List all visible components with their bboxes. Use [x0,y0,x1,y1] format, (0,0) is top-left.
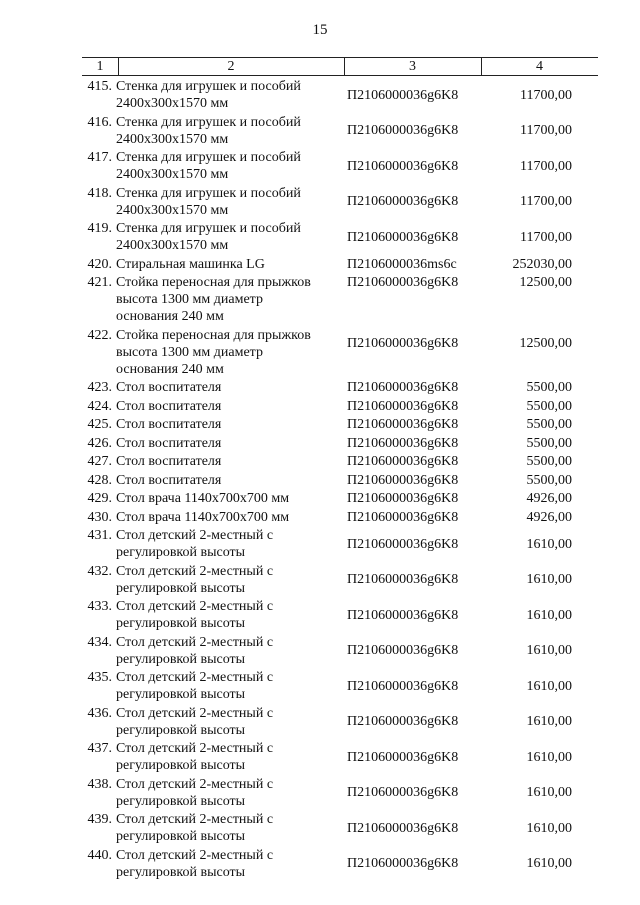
table-row [0,274,640,327]
item-code: П2106000036g6K8 [347,336,459,351]
item-name [116,435,342,452]
row-number: 418. [87,185,112,201]
item-name-line: Стол детский 2-местный с [116,705,274,721]
item-price: 11700,00 [520,194,572,209]
item-name [116,379,342,396]
item-code: П2106000036g6K8 [347,398,459,414]
item-name-line: регулировкой высоты [116,829,246,844]
table-row [0,398,640,417]
item-name-line: основания 240 мм [116,361,224,377]
item-code: П2106000036g6K8 [347,158,459,174]
item-code: П2106000036g6K8 [347,509,459,525]
item-name [116,490,342,507]
row-number: 423. [87,380,112,395]
item-name-line: Стол воспитателя [116,472,222,488]
table-header [82,57,598,76]
item-name [116,256,342,273]
item-name-line: регулировкой высоты [116,651,246,667]
item-name-line: Стол детский 2-местный с [116,776,274,792]
item-name [116,509,342,526]
item-name-line: Стол воспитателя [116,417,222,432]
row-number: 424. [87,398,112,414]
item-price: 5500,00 [526,472,572,488]
item-price: 12500,00 [519,336,572,351]
item-name-line: Стенка для игрушек и пособий [116,150,301,165]
item-price: 4926,00 [526,491,572,506]
item-price: 252030,00 [512,256,572,272]
item-name [116,327,342,378]
item-name-line: регулировкой высоты [116,793,246,809]
item-name-line: регулировкой высоты [116,758,246,773]
item-price: 5500,00 [526,380,572,395]
row-number: 439. [87,812,112,827]
table-row [0,379,640,398]
item-name-line: Стол детский 2-местный с [116,528,274,543]
item-code: П2106000036g6K8 [347,491,459,506]
item-price: 1610,00 [526,607,572,623]
item-name-line: Стенка для игрушек и пособий [116,114,301,130]
item-code: П2106000036g6K8 [347,572,459,587]
row-number: 440. [87,847,112,863]
item-name-line: 2400x300x1570 мм [116,167,229,182]
item-price: 5500,00 [526,398,572,414]
row-number: 426. [87,435,112,451]
item-name-line: Стол врача 1140x700x700 мм [116,491,290,506]
row-number: 421. [87,275,112,290]
item-name-line: регулировкой высоты [116,687,246,702]
item-name-line: высота 1300 мм диаметр [116,344,263,360]
table-row [0,185,640,221]
item-code: П2106000036g6K8 [347,820,459,836]
row-number: 425. [87,417,112,432]
item-code: П2106000036g6K8 [347,785,459,800]
row-number: 436. [87,705,112,721]
item-name-line: 2400x300x1570 мм [116,238,229,253]
item-price: 1610,00 [526,785,572,800]
item-price: 1610,00 [526,678,572,694]
item-price: 11700,00 [520,158,572,174]
item-price: 11700,00 [520,87,572,103]
table-row [0,740,640,776]
page-number: 15 [312,22,328,38]
item-code: П2106000036g6K8 [347,123,459,138]
item-name [116,740,342,774]
item-code: П2106000036g6K8 [347,229,459,245]
item-name-line: Стол детский 2-местный с [116,670,274,685]
item-name-line: Стойка переносная для прыжков [116,327,311,343]
table-row [0,490,640,509]
item-name-line: регулировкой высоты [116,545,246,560]
item-name-line: высота 1300 мм диаметр [116,292,263,307]
item-name-line: регулировкой высоты [116,722,246,738]
row-number: 434. [87,634,112,650]
item-name-line: Стол воспитателя [116,435,222,451]
item-code: П2106000036ms6c [347,256,457,272]
item-name-line: Стиральная машинка LG [116,256,265,272]
item-name [116,705,342,739]
item-name-line: Стенка для игрушек и пособий [116,221,301,236]
item-name-line: Стол детский 2-местный с [116,599,274,614]
table-row [0,598,640,634]
table-row [0,634,640,670]
item-code: П2106000036g6K8 [347,472,459,488]
item-name [116,149,342,183]
item-price: 4926,00 [526,509,572,525]
item-price: 11700,00 [520,229,572,245]
row-number: 438. [87,776,112,792]
table-row [0,256,640,275]
table-row [0,149,640,185]
row-number: 432. [87,563,112,579]
item-code: П2106000036g6K8 [347,417,459,432]
item-code: П2106000036g6K8 [347,678,459,694]
item-name-line: Стол детский 2-местный с [116,847,274,863]
item-price: 1610,00 [526,856,572,871]
item-code: П2106000036g6K8 [347,749,459,765]
item-name [116,274,342,325]
item-name [116,563,342,597]
item-code: П2106000036g6K8 [347,454,459,469]
table-row [0,811,640,847]
row-number: 417. [87,150,112,165]
item-name [116,453,342,470]
item-name [116,472,342,489]
row-number: 416. [87,114,112,130]
item-name-line: Стойка переносная для прыжков [116,275,311,290]
item-name-line: 2400x300x1570 мм [116,131,229,147]
item-name-line: Стол детский 2-местный с [116,812,274,827]
row-number: 429. [87,491,112,506]
column-header-1: 1 [96,59,104,74]
item-name [116,634,342,668]
item-code: П2106000036g6K8 [347,607,459,623]
item-price: 1610,00 [526,714,572,729]
item-name [116,811,342,845]
item-name [116,398,342,415]
table-row [0,847,640,883]
row-number: 433. [87,599,112,614]
item-code: П2106000036g6K8 [347,435,459,451]
item-name [116,185,342,219]
table-row [0,114,640,150]
item-code: П2106000036g6K8 [347,714,459,729]
table-row [0,416,640,435]
item-name-line: Стол детский 2-местный с [116,563,274,579]
item-price: 1610,00 [526,820,572,836]
table-row [0,220,640,256]
item-name [116,527,342,561]
table-row [0,453,640,472]
column-header-4: 4 [536,59,543,74]
item-name-line: Стол воспитателя [116,454,222,469]
table-row [0,527,640,563]
row-number: 437. [87,741,112,756]
row-number: 431. [87,528,112,543]
item-code: П2106000036g6K8 [347,856,459,871]
row-number: 435. [87,670,112,685]
item-name-line: Стол воспитателя [116,398,222,414]
item-price: 5500,00 [526,417,572,432]
item-price: 1610,00 [526,643,572,658]
item-name-line: основания 240 мм [116,309,224,324]
table-row [0,776,640,812]
column-header-3: 3 [409,59,416,74]
row-number: 430. [87,509,112,525]
item-name-line: Стол детский 2-местный с [116,634,274,650]
item-price: 1610,00 [526,536,572,552]
item-name-line: регулировкой высоты [116,616,246,631]
row-number: 422. [87,327,112,343]
item-name-line: регулировкой высоты [116,580,246,596]
item-name [116,847,342,881]
item-name-line: 2400x300x1570 мм [116,202,229,218]
item-code: П2106000036g6K8 [347,643,459,658]
item-name [116,669,342,703]
item-code: П2106000036g6K8 [347,87,459,103]
table-row [0,78,640,114]
item-name [116,598,342,632]
item-name-line: 2400x300x1570 мм [116,96,229,111]
item-code: П2106000036g6K8 [347,380,459,395]
item-price: 5500,00 [526,435,572,451]
item-price: 12500,00 [519,275,572,290]
item-code: П2106000036g6K8 [347,194,459,209]
row-number: 415. [87,79,112,94]
item-name [116,220,342,254]
table-row [0,563,640,599]
table-row [0,472,640,491]
row-number: 427. [87,454,112,469]
item-price: 1610,00 [526,749,572,765]
item-name [116,416,342,433]
item-name-line: Стенка для игрушек и пособий [116,185,301,201]
item-price: 1610,00 [526,572,572,587]
table-row [0,509,640,528]
item-name-line: регулировкой высоты [116,864,246,880]
table-row [0,327,640,380]
row-number: 428. [87,472,112,488]
item-name-line: Стенка для игрушек и пособий [116,79,301,94]
item-price: 11700,00 [520,123,572,138]
table-row [0,705,640,741]
item-price: 5500,00 [526,454,572,469]
inventory-table-body [0,78,640,882]
item-code: П2106000036g6K8 [347,275,459,290]
item-name-line: Стол детский 2-местный с [116,741,274,756]
row-number: 420. [87,256,112,272]
item-name [116,776,342,810]
row-number: 419. [87,221,112,236]
item-name [116,78,342,112]
item-name-line: Стол воспитателя [116,380,222,395]
item-name-line: Стол врача 1140x700x700 мм [116,509,290,525]
item-code: П2106000036g6K8 [347,536,459,552]
table-row [0,435,640,454]
item-name [116,114,342,148]
column-header-2: 2 [227,59,235,74]
table-row [0,669,640,705]
